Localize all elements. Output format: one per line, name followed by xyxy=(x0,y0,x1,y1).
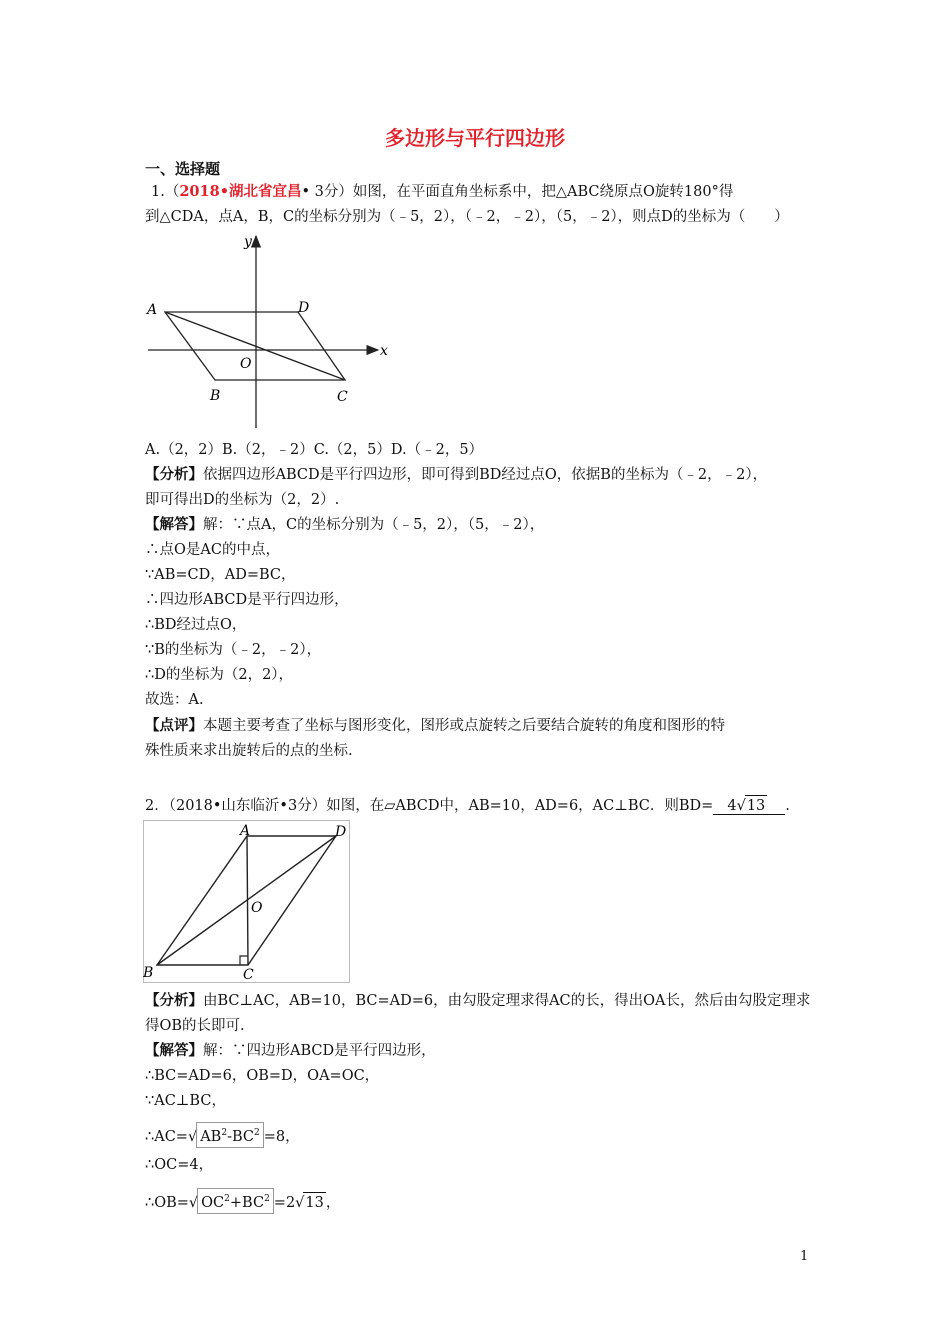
q1-answer-line2: ∴点O是AC的中点， xyxy=(145,542,280,558)
q1-answer-line7: ∴D的坐标为（2，2）， xyxy=(145,667,294,683)
q1-answer-line3: ∵AB=CD，AD=BC， xyxy=(145,567,296,583)
q2-answer-ac: ∴AC=√ $AB^2-BC^2 =8$， xyxy=(145,1122,300,1148)
q2-analysis-line1: 【分析】由BC⊥AC，AB=10，BC=AD=6，由勾股定理求得AC的长，得出OA长，然后由勾股定理求 xyxy=(145,992,811,1009)
q2-answer-oc: ∴OC=4， xyxy=(145,1157,214,1173)
q1-answer-line4: ∴四边形ABCD是平行四边形， xyxy=(145,592,349,608)
q2-parallelogram-figure xyxy=(143,820,353,986)
q1-diagonal-ac xyxy=(165,312,345,380)
q2-label-b: B xyxy=(143,965,154,981)
q2-label-c: C xyxy=(243,967,254,983)
q1-label-d: D xyxy=(298,300,310,316)
q1-analysis-line2: 即可得出D的坐标为（2，2）. xyxy=(145,492,340,508)
q2-answer-line2: ∴BC=AD=6，OB=D，OA=OC， xyxy=(145,1068,380,1084)
q2-answer-ob: ∴OB=√ $OC^2+BC^2 =2√13$ ， xyxy=(145,1188,340,1214)
q2-label-d: D xyxy=(335,824,347,840)
q1-comment-line2: 殊性质来求出旋转后的点的坐标. xyxy=(145,743,353,759)
q1-analysis-line1: 【分析】依据四边形ABCD是平行四边形，即可得到BD经过点O，依据B的坐标为（﹣2，﹣2）， xyxy=(145,466,768,483)
q1-label-a: A xyxy=(147,302,158,318)
q1-answer-line1: 【解答】解：∵点A，C的坐标分别为（﹣5，2），（5，﹣2）， xyxy=(145,516,545,533)
q1-label-b: B xyxy=(210,388,221,404)
q2-right-angle-mark xyxy=(240,956,248,965)
q1-stem-line1: 1.（2018•湖北省宜昌• 3分）如图，在平面直角坐标系中，把△ABC绕原点O旋转180°得 xyxy=(151,183,734,200)
q2-answer-line3: ∵AC⊥BC， xyxy=(145,1093,226,1109)
q2-ob-radical: $OC^2+BC^2$ xyxy=(197,1188,274,1214)
q2-label-o: O xyxy=(251,900,263,916)
q1-answer-line6: ∵B的坐标为（﹣2，﹣2）， xyxy=(145,642,322,658)
q2-label-a: A xyxy=(240,823,251,839)
page-title: 多边形与平行四边形 xyxy=(385,126,565,150)
q1-comment-line1: 【点评】本题主要考查了坐标与图形变化，图形或点旋转之后要结合旋转的角度和图形的特 xyxy=(145,717,725,734)
q1-label-o: O xyxy=(240,356,252,372)
q1-answer-line5: ∴BD经过点O， xyxy=(145,617,247,633)
q1-label-c: C xyxy=(337,389,348,405)
q2-analysis-line2: 得OB的长即可. xyxy=(145,1018,245,1034)
q1-label-x: x xyxy=(380,343,388,359)
q1-label-y: y xyxy=(244,234,252,250)
q1-region: 湖北省宜昌 xyxy=(228,183,302,200)
q2-answer-line1: 【解答】解：∵四边形ABCD是平行四边形， xyxy=(145,1042,436,1059)
q2-ac-radical: $AB^2-BC^2$ xyxy=(196,1122,264,1148)
q1-stem-line2: 到△CDA，点A，B，C的坐标分别为（﹣5，2），（﹣2，﹣2），（5，﹣2），则点D的坐标为（ ） xyxy=(145,209,789,225)
q2-stem: 2．（2018•山东临沂•3分）如图，在▱ABCD中，AB=10，AD=6，AC⊥BC．则BD= 4√13 . xyxy=(145,795,790,816)
q2-answer-blank: 4√13 xyxy=(713,798,785,815)
q1-answer-line8: 故选：A. xyxy=(145,692,204,708)
q1-options: A.（2，2）B.（2，﹣2）C.（2，5）D.（﹣2，5） xyxy=(145,442,484,458)
section-heading: 一、选择题 xyxy=(145,160,221,178)
q1-coordinate-figure xyxy=(140,228,400,438)
q1-year: 2018 xyxy=(179,183,220,200)
page-number: 1 xyxy=(800,1249,809,1264)
